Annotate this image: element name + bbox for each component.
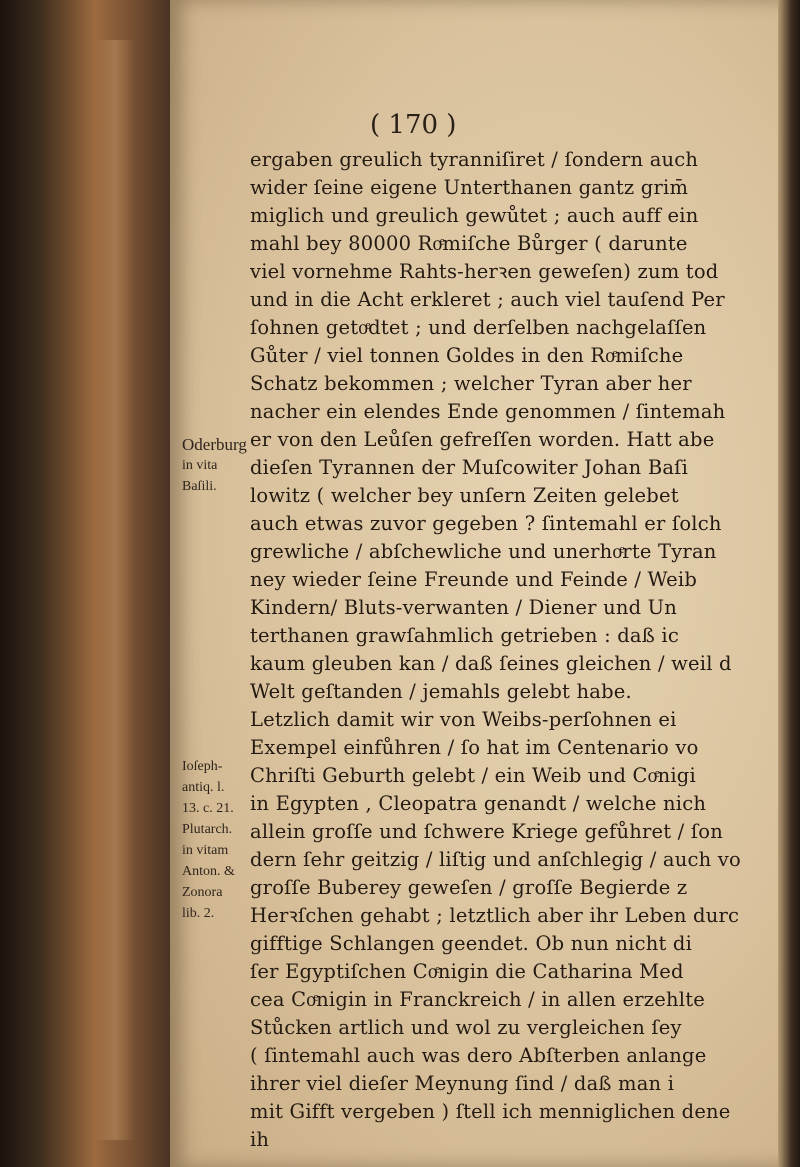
margin-note-line: lib. 2.	[182, 906, 215, 921]
text-line: mahl bey 80000 Roͤmiſche Bůrger ( darunte	[250, 232, 688, 255]
text-line: ihrer viel dieſer Meynung ſind / daß man i	[250, 1072, 675, 1095]
text-line: mit Gifft vergeben ) ſtell ich menniglichen dene	[250, 1100, 731, 1123]
text-line: kaum gleuben kan / daß ſeines gleichen / weil d	[250, 652, 732, 675]
margin-note-line: Anton. &	[182, 864, 235, 879]
page-number: ( 170 )	[370, 110, 457, 140]
text-line: ney wieder ſeine Freunde und Feinde / Weib	[250, 568, 698, 591]
text-line: ( ſintemahl auch was dero Abſterben anlange	[250, 1044, 707, 1067]
text-line: dern ſehr geitzig / liſtig und anſchlegig / auch vo	[250, 848, 741, 871]
text-line: auch etwas zuvor gegeben ? ſintemahl er ſolch	[250, 512, 722, 535]
margin-note-line: Zonora	[182, 885, 223, 900]
margin-note-line: antiq. l.	[182, 780, 225, 795]
text-line: gifftige Schlangen geendet. Ob nun nicht di	[250, 932, 693, 955]
text-line: er von den Leůſen gefreſſen worden. Hatt abe	[250, 428, 715, 451]
text-line: Welt geſtanden / jemahls gelebt habe.	[250, 680, 632, 703]
text-line: lowitz ( welcher bey unſern Zeiten gelebet	[250, 484, 679, 507]
text-line: ſohnen getoͤdtet ; und derſelben nachgelaſſen	[250, 316, 707, 339]
text-line: Exempel einfůhren / ſo hat im Centenario vo	[250, 736, 699, 759]
text-line: ih	[250, 1128, 270, 1151]
margin-note-line: in vita	[182, 458, 218, 473]
text-line: in Egypten , Cleopatra genandt / welche nich	[250, 792, 707, 815]
text-line: und in die Acht erkleret ; auch viel tauſend Per	[250, 288, 725, 311]
text-line: Gůter / viel tonnen Goldes in den Roͤmiſche	[250, 344, 684, 367]
margin-note-line: 13. c. 21.	[182, 801, 234, 816]
text-line: allein groſſe und ſchwere Kriege gefůhret / ſon	[250, 820, 723, 843]
margin-note-line: Ioſeph-	[182, 759, 223, 774]
text-line: nacher ein elendes Ende genommen / ſintemah	[250, 400, 726, 423]
text-line: viel vornehme Rahts-herꝛen geweſen) zum tod	[250, 260, 719, 283]
text-line: Herꝛſchen gehabt ; letztlich aber ihr Leben durc	[250, 904, 740, 927]
margin-note-line: in vitam	[182, 843, 229, 858]
text-line: terthanen grawſahmlich getrieben : daß ic	[250, 624, 679, 647]
text-line: Kindern/ Bluts-verwanten / Diener und Un	[250, 596, 678, 619]
text-line: Chriſti Geburth gelebt / ein Weib und Coͤnigi	[250, 764, 696, 787]
text-line: Stůcken artlich und wol zu vergleichen ſey	[250, 1016, 682, 1039]
margin-note-line: Plutarch.	[182, 822, 233, 837]
text-line: grewliche / abſchewliche und unerhoͤrte Tyran	[250, 540, 717, 563]
margin-note-line: Oderburg	[182, 435, 247, 454]
text-line: ergaben greulich tyranniſiret / ſondern auch	[250, 148, 699, 171]
margin-note-oderburg	[182, 434, 260, 497]
body-text	[250, 146, 770, 1154]
margin-note-line: Baſili.	[182, 479, 217, 494]
text-line: miglich und greulich gewůtet ; auch auff ein	[250, 204, 699, 227]
text-line: cea Coͤnigin in Franckreich / in allen erzehlte	[250, 988, 705, 1011]
text-line: groſſe Buberey geweſen / groſſe Begierde z	[250, 876, 688, 899]
text-line: ſer Egyptiſchen Coͤnigin die Catharina Med	[250, 960, 684, 983]
text-line: Schatz bekommen ; welcher Tyran aber her	[250, 372, 692, 395]
margin-note-sources	[182, 756, 260, 924]
text-line: dieſen Tyrannen der Muſcowiter Johan Baſi	[250, 456, 689, 479]
text-line: Letzlich damit wir von Weibs-perſohnen ei	[250, 708, 677, 731]
page-right-edge	[778, 0, 800, 1167]
text-line: wider ſeine eigene Unterthanen gantz grim̄	[250, 176, 689, 199]
